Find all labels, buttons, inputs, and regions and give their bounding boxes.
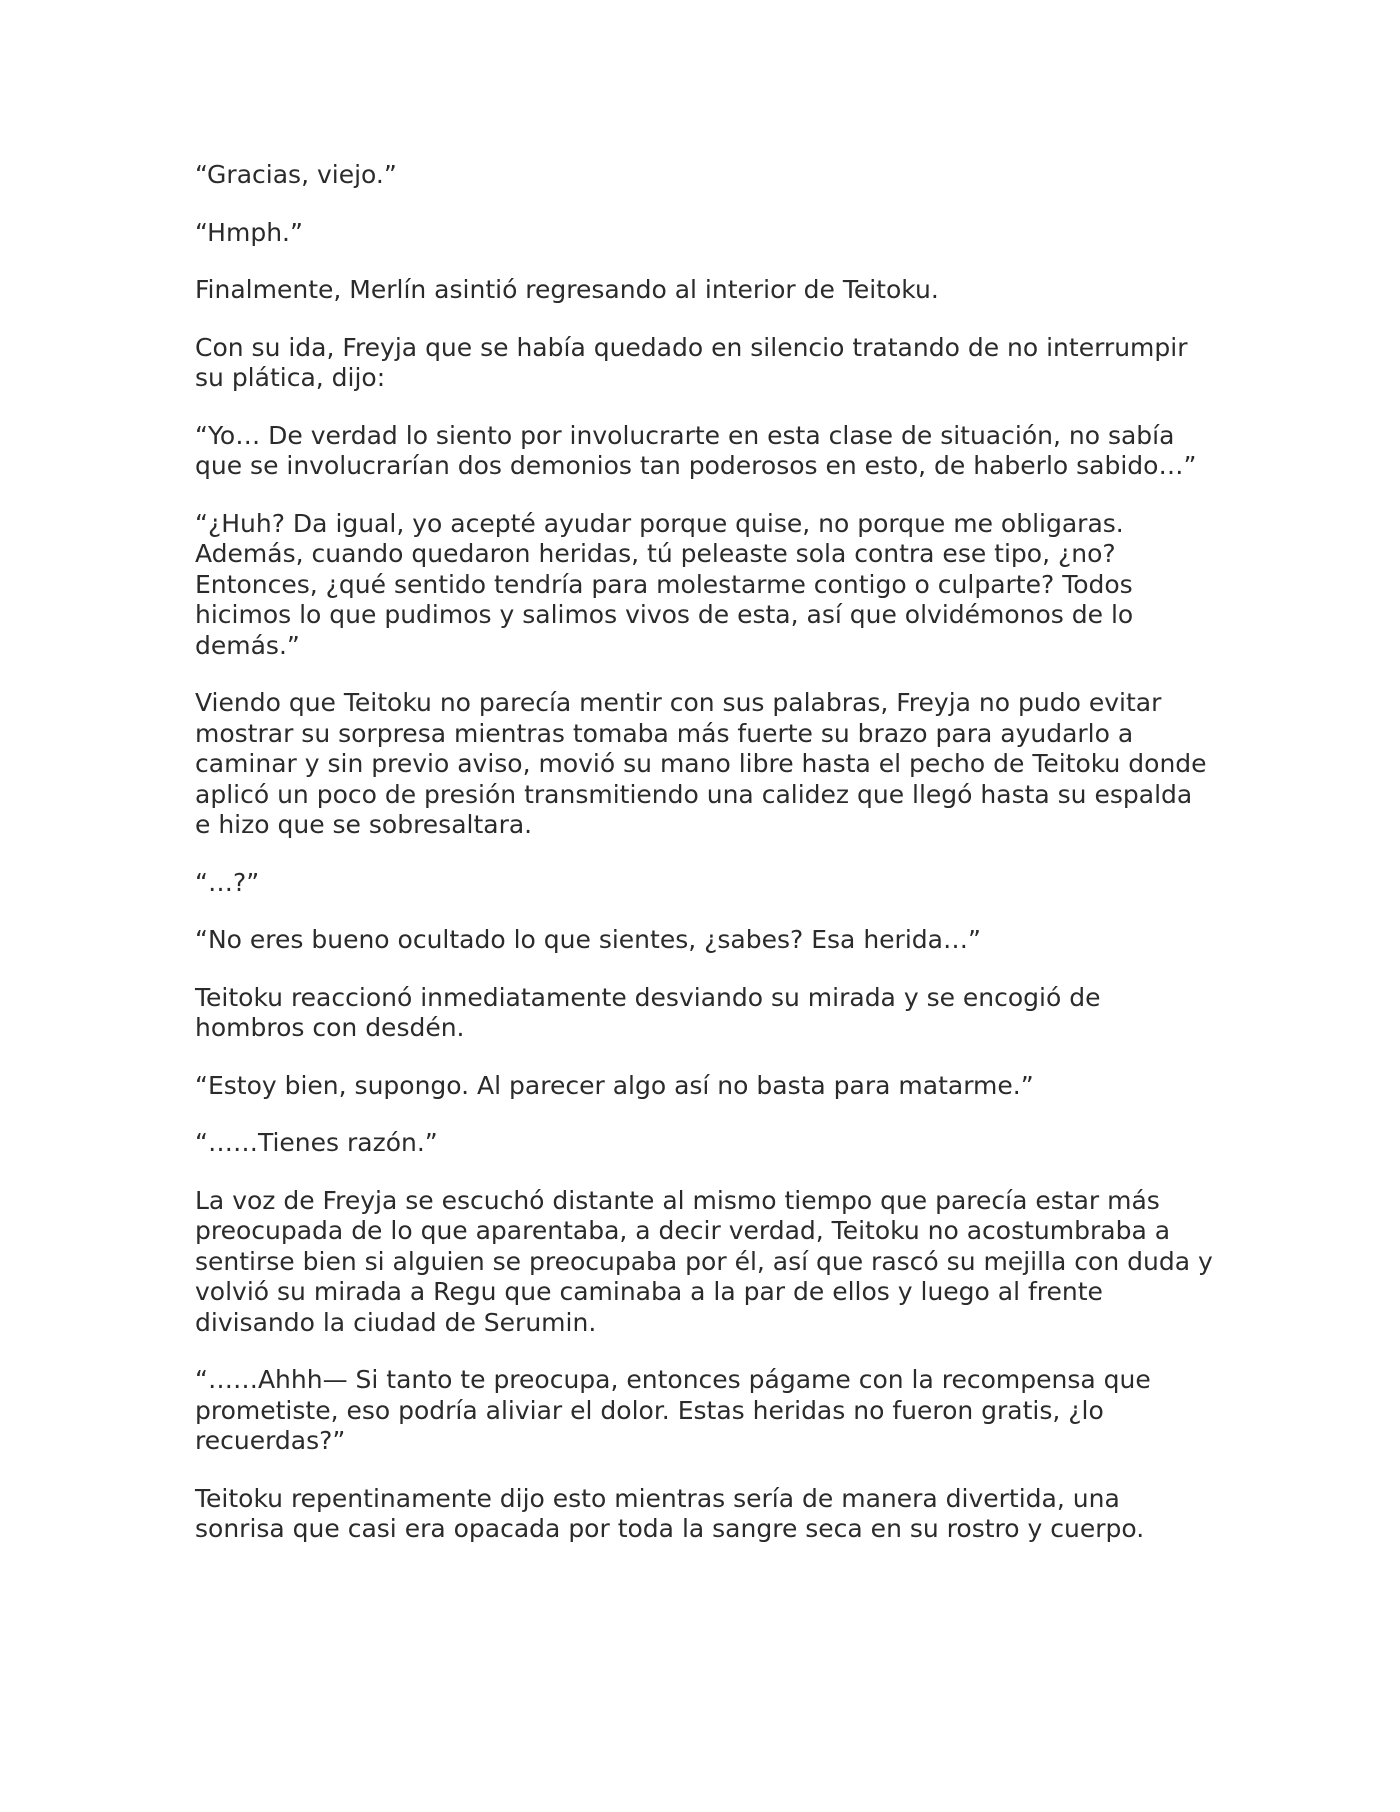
paragraph: La voz de Freyja se escuchó distante al mismo tiempo que parecía estar más preocupada de lo que aparentaba, a decir verdad, Teitoku no acostumbraba a sentirse bien si alguien se preocupaba por él, así que rascó su mejilla con duda y volvió su mirada a Regu que caminaba a la par de ellos y luego al frente divisando la ciudad de Serumin. — [195, 1185, 1213, 1337]
paragraph: “Estoy bien, supongo. Al parecer algo así no basta para matarme.” — [195, 1070, 1034, 1100]
paragraph: “No eres bueno ocultado lo que sientes, ¿sabes? Esa herida…” — [195, 925, 981, 954]
paragraph: “Hmph.” — [195, 217, 303, 247]
paragraph: “…?” — [195, 867, 260, 897]
paragraph: “……Tienes razón.” — [195, 1128, 438, 1157]
document-body — [195, 160, 1215, 1572]
paragraph: Finalmente, Merlín asintió regresando al interior de Teitoku. — [195, 275, 939, 304]
paragraph: Teitoku repentinamente dijo esto mientras sería de manera divertida, una sonrisa que casi era opacada por toda la sangre seca en su rostro y cuerpo. — [195, 1483, 1145, 1543]
paragraph: “¿Huh? Da igual, yo acepté ayudar porque quise, no porque me obligaras. Además, cuando quedaron heridas, tú peleaste sola contra ese tipo, ¿no? Entonces, ¿qué sentido tendría para molestarme contigo o culparte? Todos hicimos lo que pudimos y salimos vivos de esta, así que olvidémonos de lo demás.” — [195, 508, 1134, 660]
paragraph: “Gracias, viejo.” — [195, 160, 397, 189]
paragraph: Teitoku reaccionó inmediatamente desviando su mirada y se encogió de hombros con desdén. — [195, 982, 1101, 1042]
paragraph: Viendo que Teitoku no parecía mentir con sus palabras, Freyja no pudo evitar mostrar su sorpresa mientras tomaba más fuerte su brazo para ayudarlo a caminar y sin previo aviso, movió su mano libre hasta el pecho de Teitoku donde aplicó un poco de presión transmitiendo una calidez que llegó hasta su espalda e hizo que se sobresaltara. — [195, 688, 1207, 839]
paragraph: Con su ida, Freyja que se había quedado en silencio tratando de no interrumpir su plática, dijo: — [195, 332, 1188, 392]
paragraph: “Yo… De verdad lo siento por involucrarte en esta clase de situación, no sabía que se involucrarían dos demonios tan poderosos en esto, de haberlo sabido…” — [195, 420, 1197, 480]
paragraph: “……Ahhh— Si tanto te preocupa, entonces págame con la recompensa que prometiste, eso podría aliviar el dolor. Estas heridas no fueron gratis, ¿lo recuerdas?” — [195, 1365, 1151, 1455]
